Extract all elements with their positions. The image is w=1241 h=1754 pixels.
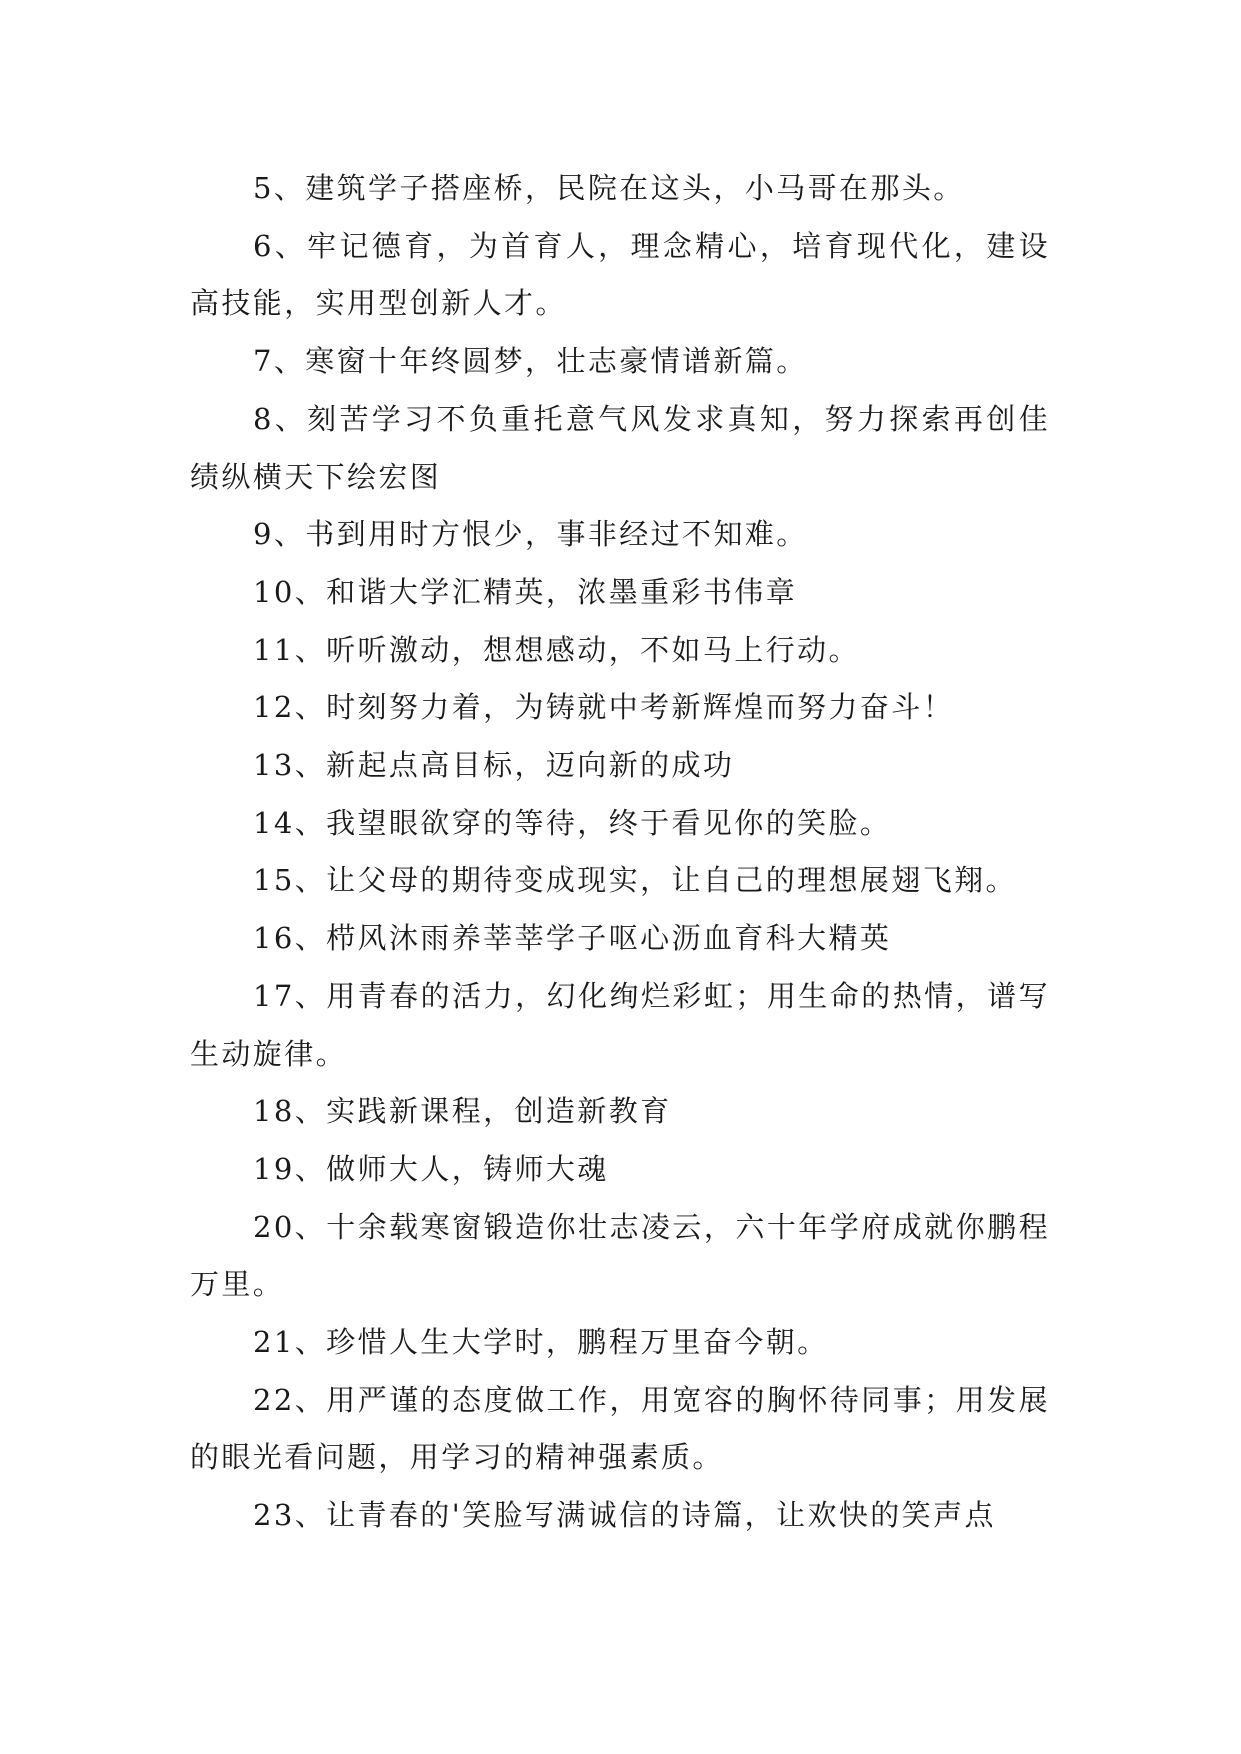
paragraph: 20、十余载寒窗锻造你壮志凌云，六十年学府成就你鹏程万里。 bbox=[190, 1209, 1050, 1302]
paragraph: 18、实践新课程，创造新教育 bbox=[253, 1094, 672, 1129]
paragraph: 5、建筑学子搭座桥，民院在这头，小马哥在那头。 bbox=[253, 171, 965, 205]
paragraph: 13、新起点高目标，迈向新的成功 bbox=[253, 748, 735, 783]
document-body bbox=[190, 160, 1050, 1545]
paragraph: 11、听听激动，想想感动，不如马上行动。 bbox=[253, 632, 860, 667]
paragraph: 14、我望眼欲穿的等待，终于看见你的笑脸。 bbox=[253, 805, 892, 840]
paragraph: 8、刻苦学习不负重托意气风发求真知，努力探索再创佳绩纵横天下绘宏图 bbox=[190, 401, 1050, 494]
paragraph: 15、让父母的期待变成现实，让自己的理想展翅飞翔。 bbox=[253, 863, 1017, 898]
paragraph: 9、书到用时方恨少，事非经过不知难。 bbox=[253, 517, 808, 552]
paragraph: 19、做师大人，铸师大魂 bbox=[253, 1151, 609, 1186]
paragraph: 17、用青春的活力，幻化绚烂彩虹；用生命的热情，谱写生动旋律。 bbox=[190, 978, 1050, 1071]
paragraph: 6、牢记德育，为首育人，理念精心，培育现代化，建设高技能，实用型创新人才。 bbox=[190, 228, 1050, 321]
paragraph: 21、珍惜人生大学时，鹏程万里奋今朝。 bbox=[253, 1325, 829, 1360]
paragraph: 22、用严谨的态度做工作，用宽容的胸怀待同事；用发展的眼光看问题，用学习的精神强素质。 bbox=[190, 1382, 1050, 1475]
paragraph: 12、时刻努力着，为铸就中考新辉煌而努力奋斗！ bbox=[253, 690, 955, 725]
paragraph: 7、寒窗十年终圆梦，壮志豪情谱新篇。 bbox=[253, 344, 808, 379]
paragraph: 16、栉风沐雨养莘莘学子呕心沥血育科大精英 bbox=[253, 921, 892, 956]
paragraph: 10、和谐大学汇精英，浓墨重彩书伟章 bbox=[253, 574, 798, 609]
paragraph: 23、让青春的'笑脸写满诚信的诗篇，让欢快的笑声点 bbox=[253, 1498, 996, 1533]
